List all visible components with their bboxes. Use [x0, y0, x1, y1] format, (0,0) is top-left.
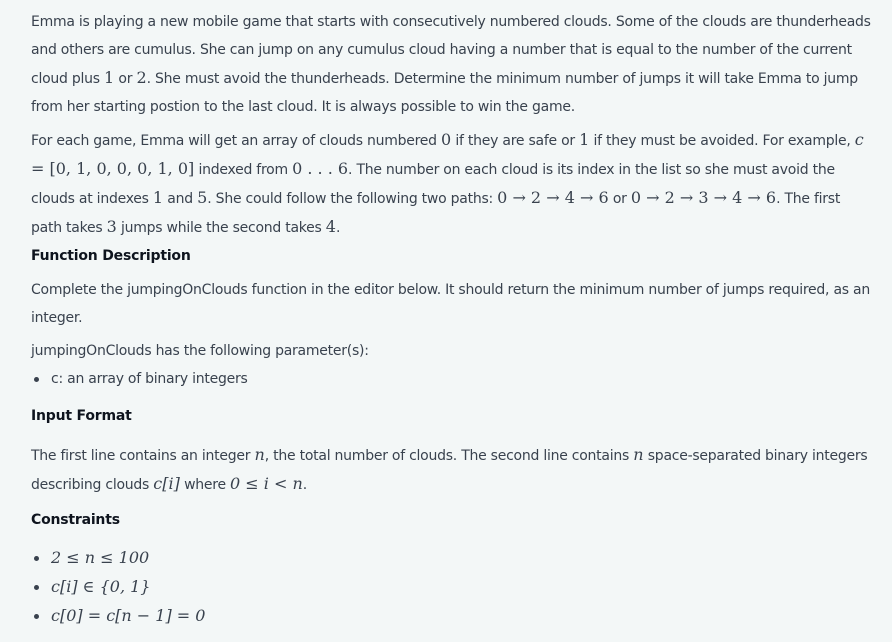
constraints-list: [31, 544, 871, 631]
input-format-text: The first line contains an integer n, the total number of clouds. The second line contains n space-separated binary integers describing clouds c[i] where 0 ≤ i < n.: [31, 445, 868, 493]
param-item: c: an array of binary integers: [31, 365, 871, 393]
constraints-heading: Constraints: [31, 512, 120, 528]
constraint-item: 2 ≤ n ≤ 100: [31, 544, 871, 573]
function-description-heading: Function Description: [31, 248, 191, 264]
params-list: [31, 365, 871, 393]
function-description-text: Complete the jumpingOnClouds function in the editor below. It should return the minimum number of jumps required, as an integer.: [31, 282, 870, 326]
constraint-item: c[0] = c[n − 1] = 0: [31, 602, 871, 631]
intro-paragraph: Emma is playing a new mobile game that starts with consecutively numbered clouds. Some of the clouds are thunderheads and others are cumulus. She can jump on any cumulus cloud having a number that is equal to the number of the current cloud plus 1 or 2. She must avoid the thunderheads. Determine the minimum number of jumps it will take Emma to jump from her starting postion to the last cloud. It is always possible to win the game.: [31, 14, 871, 115]
constraint-item: c[i] ∈ {0, 1}: [31, 573, 871, 602]
input-format-heading: Input Format: [31, 408, 132, 424]
example-paragraph: For each game, Emma will get an array of clouds numbered 0 if they are safe or 1 if they must be avoided. For example, c = [0, 1, 0, 0, 0, 1, 0] indexed from 0 . . . 6. The number on each cloud is its index in the list so she must avoid the clouds at indexes 1 and 5. She could follow the following two paths: 0 → 2 → 4 → 6 or 0 → 2 → 3 → 4 → 6. The first path takes 3 jumps while the second takes 4.: [31, 130, 864, 236]
params-intro: jumpingOnClouds has the following parameter(s):: [31, 343, 369, 359]
